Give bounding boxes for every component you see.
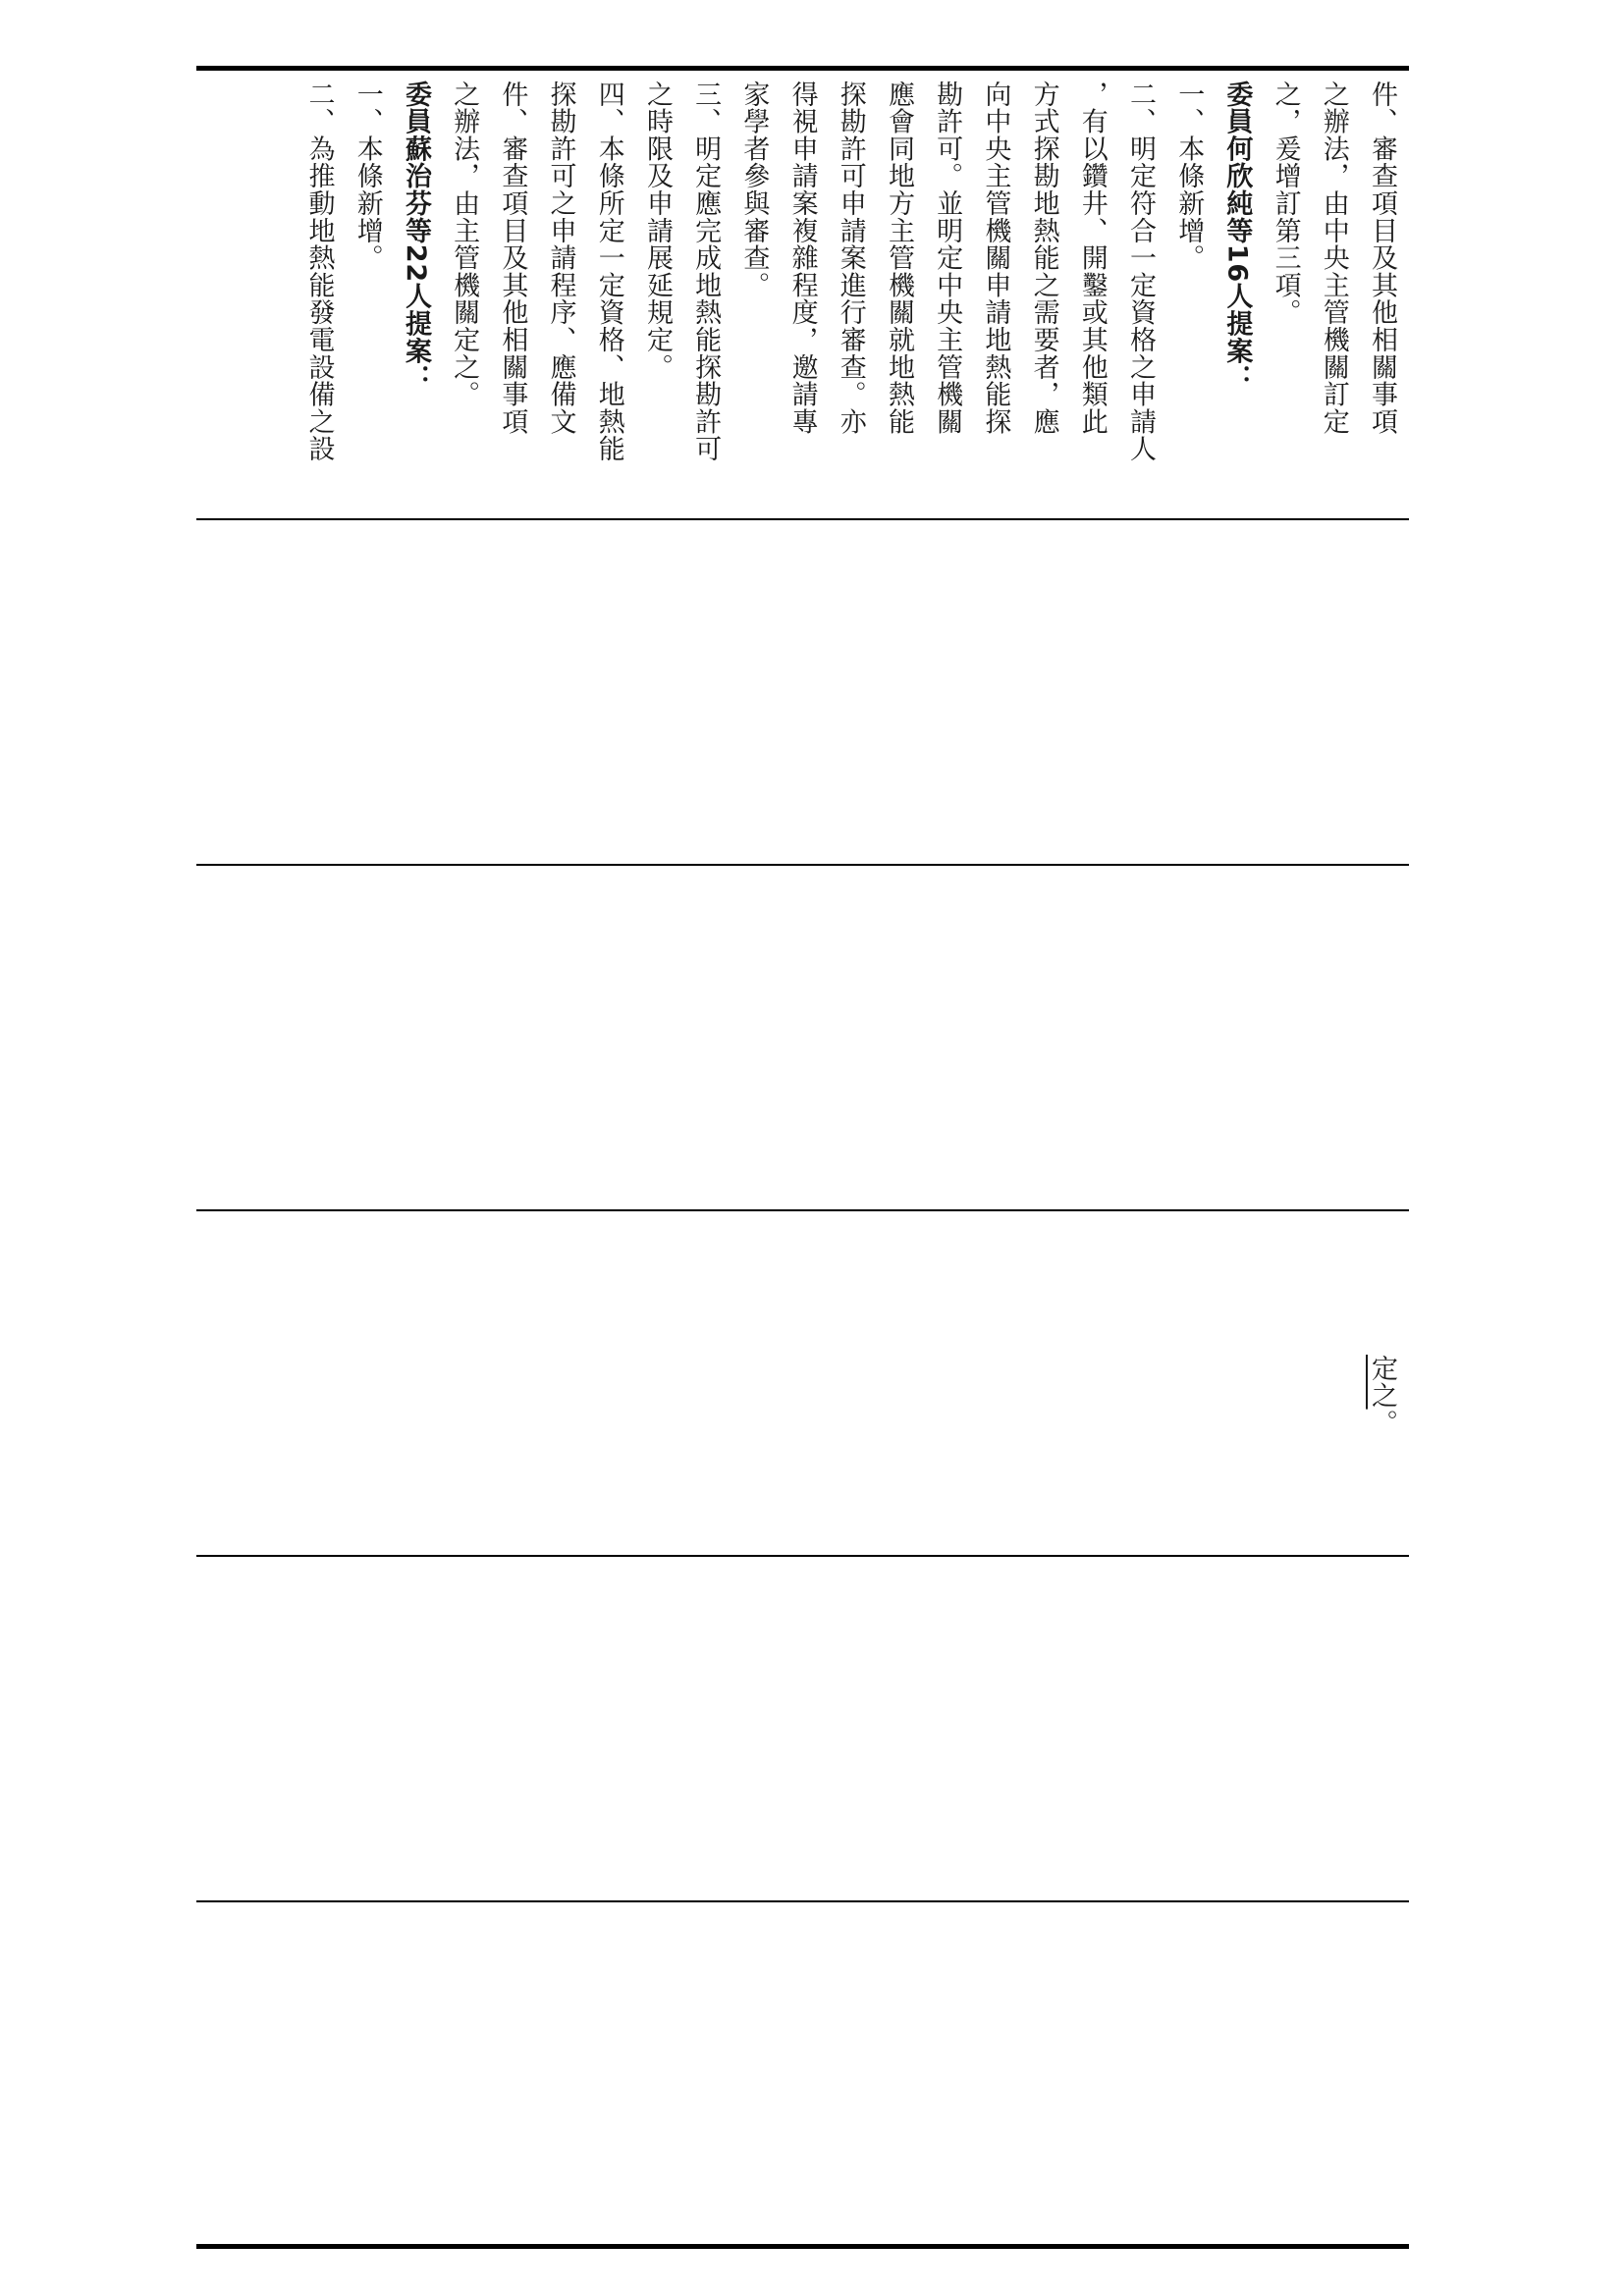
text-line: 家學者參與審查。 xyxy=(738,80,770,299)
text-line: 件、審查項目及其他相關事項 xyxy=(1367,80,1397,436)
punctuation: 。 xyxy=(1367,1409,1397,1437)
text-line: 得視申請案複雜程度，邀請專 xyxy=(786,80,818,436)
text-line: 探勘許可申請案進行審查。亦 xyxy=(835,80,866,436)
text-line: 一、本條新增。 xyxy=(352,80,383,272)
text-line: 方式探勘地熱能之需要者，應 xyxy=(1028,80,1059,436)
text-line: 之，爰增訂第三項。 xyxy=(1270,80,1301,327)
row-divider-1 xyxy=(196,518,1409,520)
text-line: ，有以鑽井、開鑿或其他類此 xyxy=(1076,80,1108,436)
text-line: 之辦法，由主管機關定之。 xyxy=(449,80,480,408)
text-line: 一、本條新增。 xyxy=(1173,80,1205,272)
text-line: 探勘許可之申請程序、應備文 xyxy=(545,80,576,436)
row-divider-4 xyxy=(196,1555,1409,1557)
text-line: 之時限及申請展延規定。 xyxy=(641,80,673,381)
proposal-heading: 委員何欣純等16人提案： xyxy=(1221,80,1253,393)
text-line: 四、本條所定一定資格、地熱能 xyxy=(593,80,624,463)
proposal-heading: 委員蘇治芬等22人提案： xyxy=(400,80,431,393)
text-line: 二、明定符合一定資格之申請人 xyxy=(1124,80,1156,463)
explanation-cell xyxy=(200,80,1406,512)
amended-text: 定之 xyxy=(1367,1355,1397,1410)
provision-fragment-cell xyxy=(200,1355,1406,1551)
row-divider-3 xyxy=(196,1209,1409,1211)
text-line: 向中央主管機關申請地熱能探 xyxy=(980,80,1011,436)
row-divider-2 xyxy=(196,864,1409,866)
text-line: 三、明定應完成地熱能探勘許可 xyxy=(690,80,722,463)
text-line: 二、為推動地熱能發電設備之設 xyxy=(303,80,335,463)
table-top-border xyxy=(196,66,1409,71)
text-line xyxy=(1358,1355,1406,1551)
table-bottom-border xyxy=(196,2244,1409,2249)
text-line: 件、審查項目及其他相關事項 xyxy=(497,80,528,436)
row-divider-5 xyxy=(196,1900,1409,1902)
text-line: 應會同地方主管機關就地熱能 xyxy=(883,80,914,436)
text-line: 勘許可。並明定中央主管機關 xyxy=(932,80,963,436)
text-line: 之辦法，由中央主管機關訂定 xyxy=(1318,80,1349,436)
